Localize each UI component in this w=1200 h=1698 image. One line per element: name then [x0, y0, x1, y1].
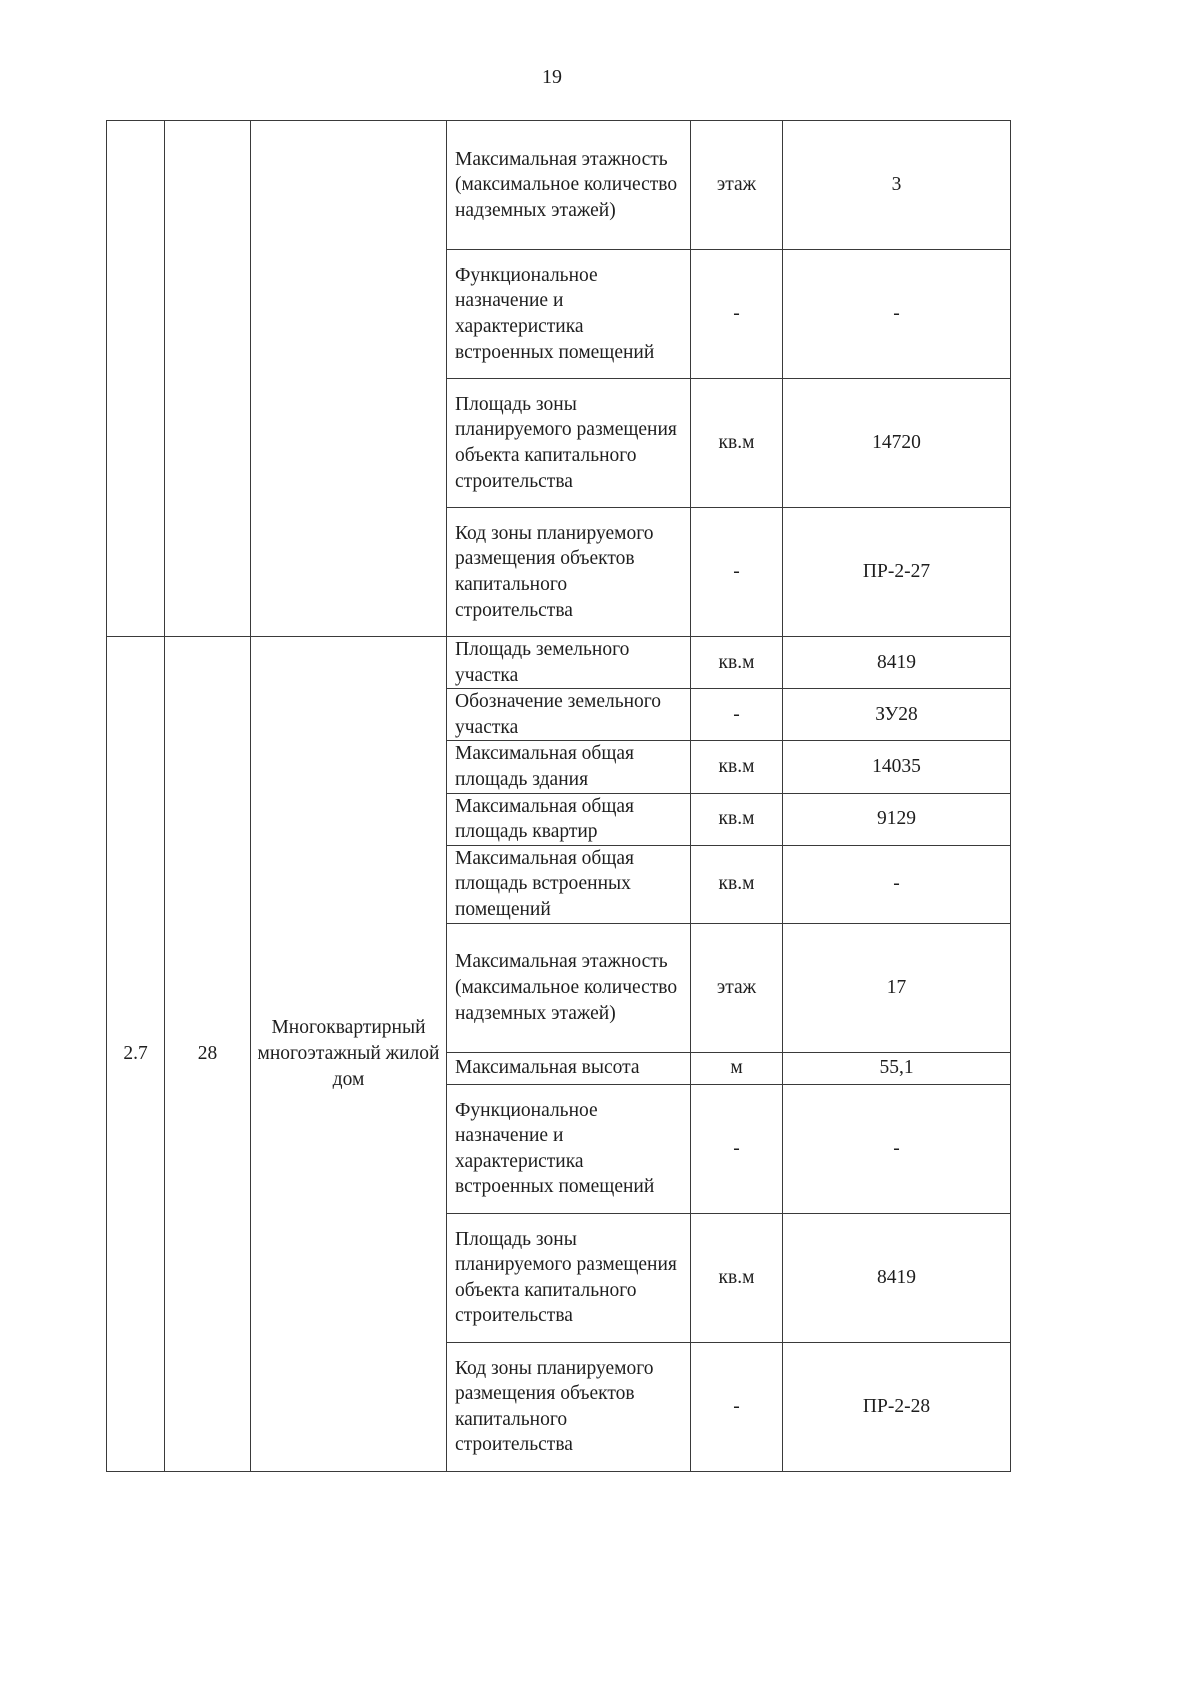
unit-cell: - — [691, 250, 783, 379]
name-cell-empty — [251, 121, 447, 637]
unit-cell: кв.м — [691, 845, 783, 923]
parameter-cell: Функциональное назначение и характеристика встроенных помещений — [447, 1084, 691, 1213]
parameter-cell: Обозначение земельного участка — [447, 689, 691, 741]
unit-cell: кв.м — [691, 793, 783, 845]
value-cell: 8419 — [783, 637, 1011, 689]
page-number: 19 — [542, 66, 562, 88]
lot-cell-empty — [165, 121, 251, 637]
unit-cell: этаж — [691, 923, 783, 1052]
value-cell: 14035 — [783, 741, 1011, 793]
value-cell: ПР-2-27 — [783, 508, 1011, 637]
value-cell: - — [783, 845, 1011, 923]
parameters-table — [106, 120, 1011, 1472]
value-cell: - — [783, 1084, 1011, 1213]
unit-cell: - — [691, 689, 783, 741]
parameter-cell: Площадь земельного участка — [447, 637, 691, 689]
number-cell-empty — [107, 121, 165, 637]
unit-cell: - — [691, 1084, 783, 1213]
value-cell: 17 — [783, 923, 1011, 1052]
unit-cell: - — [691, 1342, 783, 1471]
parameter-cell: Максимальная общая площадь здания — [447, 741, 691, 793]
parameter-cell: Максимальная высота — [447, 1052, 691, 1084]
unit-cell: м — [691, 1052, 783, 1084]
value-cell: 3 — [783, 121, 1011, 250]
table-row — [107, 121, 1011, 250]
parameter-cell: Код зоны планируемого размещения объектов капитального строительства — [447, 508, 691, 637]
object-name-cell: Многоквартирный многоэтажный жилой дом — [251, 637, 447, 1472]
value-cell: 55,1 — [783, 1052, 1011, 1084]
parameter-cell: Максимальная общая площадь квартир — [447, 793, 691, 845]
unit-cell: кв.м — [691, 741, 783, 793]
parameter-cell: Площадь зоны планируемого размещения объекта капитального строительства — [447, 379, 691, 508]
parameter-cell: Максимальная этажность (максимальное количество надземных этажей) — [447, 923, 691, 1052]
table-row — [107, 637, 1011, 689]
object-lot-cell: 28 — [165, 637, 251, 1472]
parameter-cell: Функциональное назначение и характеристика встроенных помещений — [447, 250, 691, 379]
unit-cell: кв.м — [691, 379, 783, 508]
unit-cell: кв.м — [691, 1213, 783, 1342]
value-cell: ПР-2-28 — [783, 1342, 1011, 1471]
parameter-cell: Код зоны планируемого размещения объектов капитального строительства — [447, 1342, 691, 1471]
parameter-cell: Площадь зоны планируемого размещения объекта капитального строительства — [447, 1213, 691, 1342]
value-cell: 14720 — [783, 379, 1011, 508]
parameter-cell: Максимальная этажность (максимальное количество надземных этажей) — [447, 121, 691, 250]
unit-cell: этаж — [691, 121, 783, 250]
parameter-cell: Максимальная общая площадь встроенных помещений — [447, 845, 691, 923]
object-number-cell: 2.7 — [107, 637, 165, 1472]
unit-cell: - — [691, 508, 783, 637]
unit-cell: кв.м — [691, 637, 783, 689]
value-cell: - — [783, 250, 1011, 379]
value-cell: ЗУ28 — [783, 689, 1011, 741]
value-cell: 8419 — [783, 1213, 1011, 1342]
value-cell: 9129 — [783, 793, 1011, 845]
